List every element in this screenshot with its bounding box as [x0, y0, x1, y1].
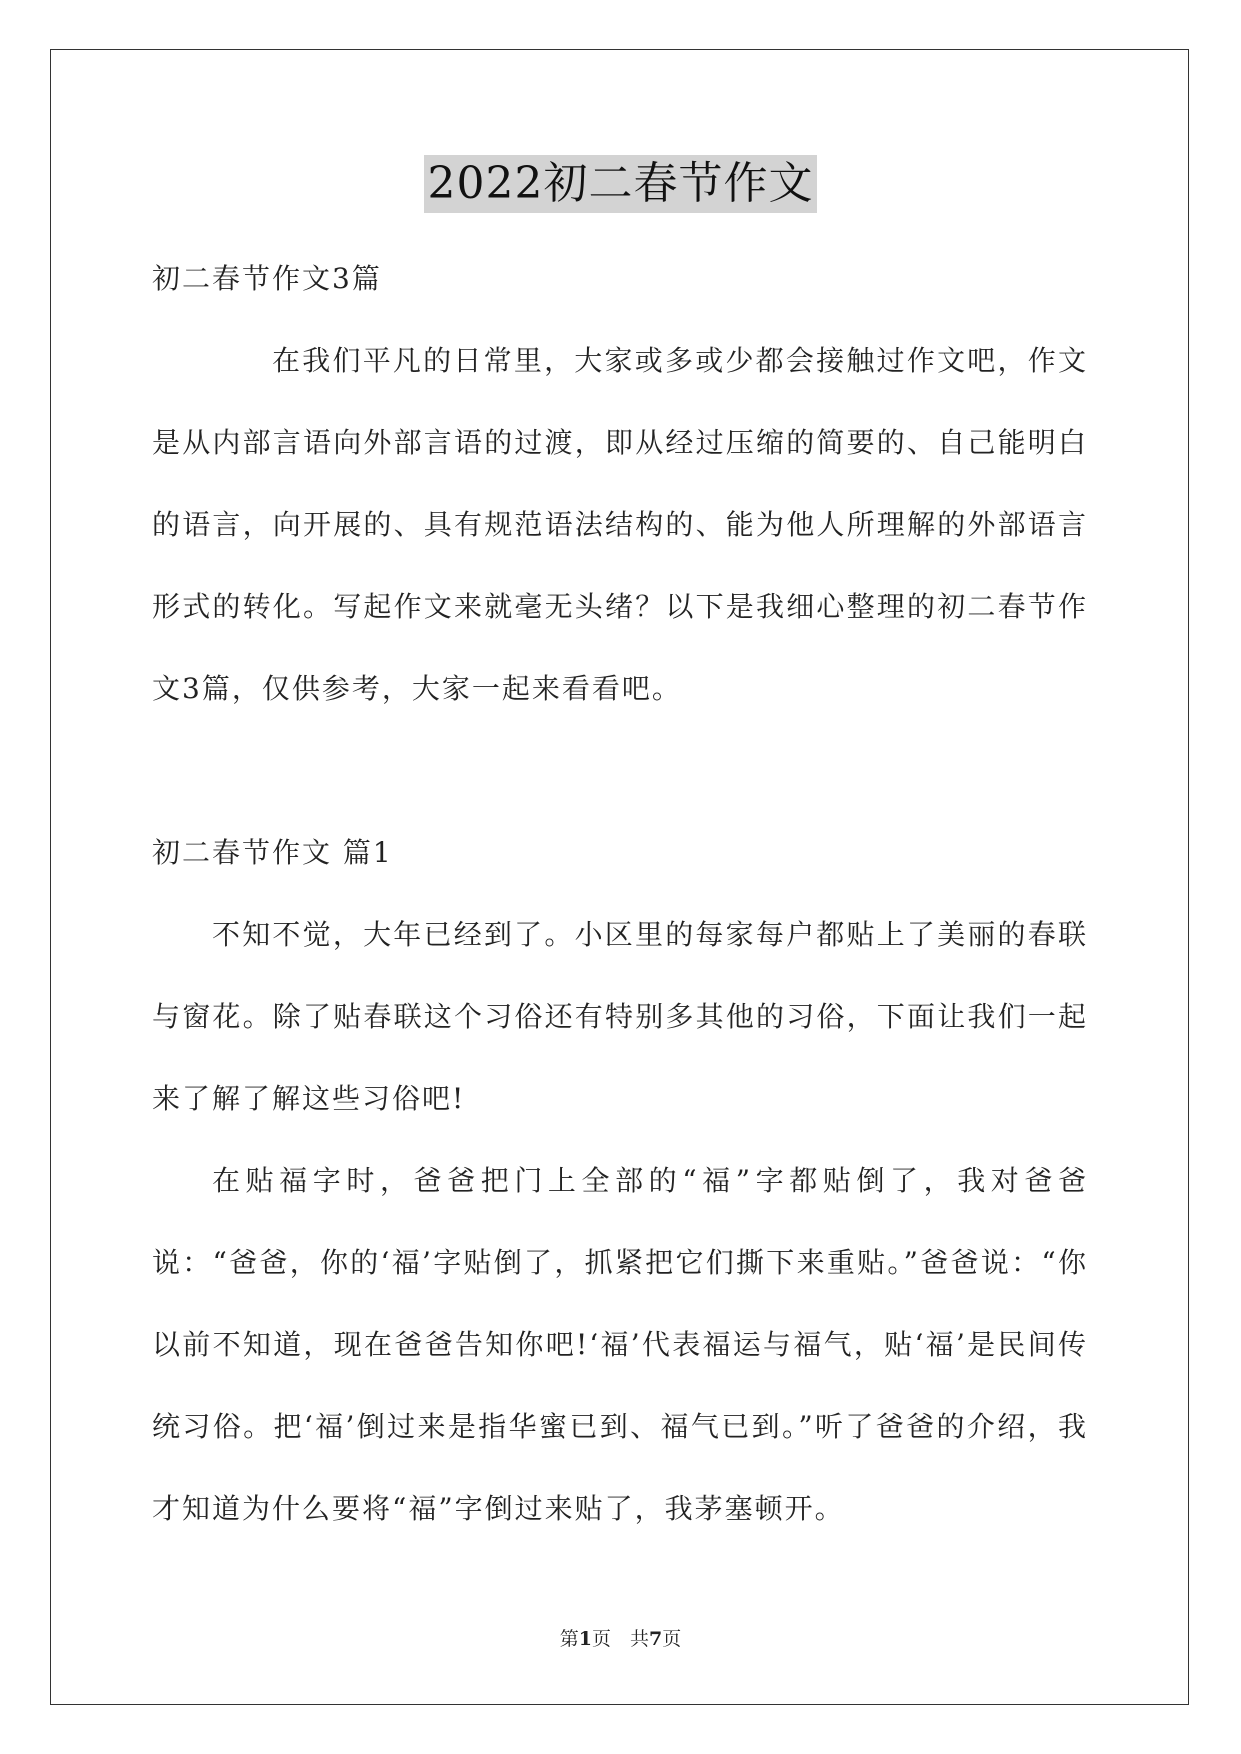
- page-current-number: 1: [578, 1628, 592, 1650]
- document-title: 2022初二春节作文: [424, 155, 818, 213]
- page-total-number: 7: [649, 1628, 663, 1650]
- page-label-mid: 页 共: [591, 1628, 649, 1650]
- subtitle: 初二春节作文3篇: [152, 262, 382, 295]
- section1-paragraph-1: 不知不觉，大年已经到了。小区里的每家每户都贴上了美丽的春联与窗花。除了贴春联这个习俗还有特别多其他的习俗，下面让我们一起来了解了解这些习俗吧!: [152, 918, 1088, 1115]
- page-footer: [0, 1624, 1241, 1651]
- section-gap: [152, 730, 1088, 812]
- page-label-suffix: 页: [662, 1628, 682, 1650]
- section1-heading: 初二春节作文 篇1: [152, 836, 393, 869]
- document-body: [152, 238, 1088, 1550]
- section1-paragraph-2: 在贴福字时，爸爸把门上全部的“福”字都贴倒了，我对爸爸说：“爸爸，你的‘福’字贴倒了，抓紧把它们撕下来重贴。”爸爸说：“你以前不知道，现在爸爸告知你吧!‘福’代表福运与福气，贴‘福’是民间传统习俗。把‘福’倒过来是指华蜜已到、福气已到。”听了爸爸的介绍，我才知道为什么要将“福”字倒过来贴了，我茅塞顿开。: [152, 1164, 1088, 1525]
- title-container: [0, 155, 1241, 213]
- page-label-prefix: 第: [559, 1628, 579, 1650]
- intro-paragraph: 在我们平凡的日常里，大家或多或少都会接触过作文吧，作文是从内部言语向外部言语的过渡，即从经过压缩的简要的、自己能明白的语言，向开展的、具有规范语法结构的、能为他人所理解的外部语言形式的转化。写起作文来就毫无头绪？以下是我细心整理的初二春节作文3篇，仅供参考，大家一起来看看吧。: [152, 344, 1088, 705]
